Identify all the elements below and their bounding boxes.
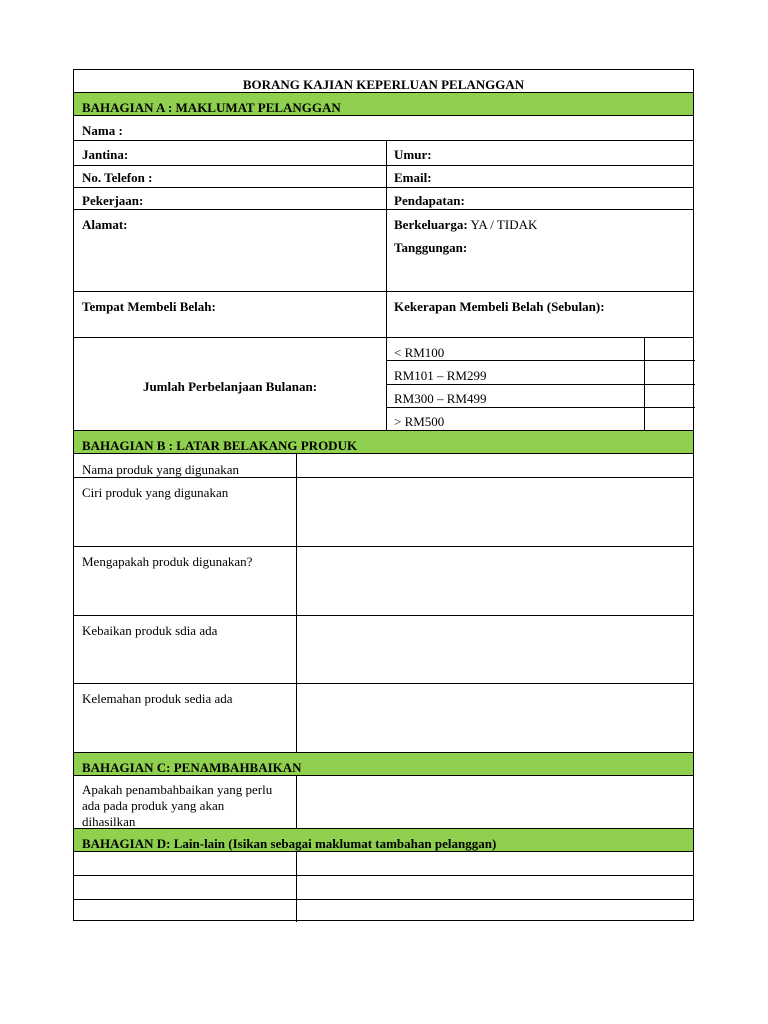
product-question: Nama produk yang digunakan — [82, 462, 240, 477]
improvement-answer[interactable] — [297, 776, 694, 828]
product-question: Mengapakah produk digunakan? — [82, 554, 253, 569]
range-checkbox[interactable] — [645, 408, 694, 430]
umur-field[interactable]: Umur: — [394, 147, 432, 162]
section-a-header: BAHAGIAN A : MAKLUMAT PELANGGAN — [82, 100, 341, 115]
section-d-header: BAHAGIAN D: Lain-lain (Isikan sebagai maklumat tambahan pelanggan) — [82, 836, 497, 851]
extra-info-cell[interactable] — [75, 900, 296, 921]
extra-info-cell[interactable] — [297, 876, 694, 899]
tempat-field[interactable]: Tempat Membeli Belah: — [82, 299, 216, 314]
berkeluarga-field[interactable] — [386, 214, 545, 232]
range-option: RM101 – RM299 — [394, 368, 487, 383]
range-checkbox[interactable] — [645, 385, 694, 407]
improvement-line: Apakah penambahbaikan yang perlu — [82, 782, 273, 797]
jumlah-label: Jumlah Perbelanjaan Bulanan: — [142, 379, 318, 394]
answer-field[interactable] — [297, 616, 694, 683]
answer-field[interactable] — [297, 454, 694, 477]
kekerapan-field[interactable]: Kekerapan Membeli Belah (Sebulan): — [394, 299, 605, 314]
email-field[interactable]: Email: — [394, 170, 432, 185]
answer-field[interactable] — [297, 478, 694, 546]
improvement-line: dihasilkan — [82, 814, 136, 829]
customer-needs-form — [73, 69, 694, 921]
alamat-field[interactable]: Alamat: — [82, 217, 128, 232]
range-option: > RM500 — [394, 414, 445, 429]
berkeluarga-label: Berkeluarga: — [394, 217, 468, 232]
berkeluarga-options[interactable]: YA / TIDAK — [470, 217, 538, 232]
range-checkbox[interactable] — [645, 338, 694, 360]
extra-info-cell[interactable] — [297, 852, 694, 875]
pekerjaan-field[interactable]: Pekerjaan: — [82, 193, 144, 208]
tanggungan-field[interactable]: Tanggungan: — [394, 240, 468, 255]
pendapatan-field[interactable]: Pendapatan: — [394, 193, 465, 208]
product-question: Ciri produk yang digunakan — [82, 485, 229, 500]
product-question: Kelemahan produk sedia ada — [82, 691, 233, 706]
extra-info-cell[interactable] — [75, 876, 296, 899]
improvement-question — [74, 779, 280, 830]
range-option: < RM100 — [394, 345, 445, 360]
section-b-header: BAHAGIAN B : LATAR BELAKANG PRODUK — [82, 438, 358, 453]
improvement-line: ada pada produk yang akan — [82, 798, 225, 813]
range-checkbox[interactable] — [645, 361, 694, 384]
jantina-field[interactable]: Jantina: — [82, 147, 129, 162]
nama-field[interactable]: Nama : — [82, 123, 123, 138]
range-option: RM300 – RM499 — [394, 391, 487, 406]
answer-field[interactable] — [297, 547, 694, 615]
telefon-field[interactable]: No. Telefon : — [82, 170, 153, 185]
answer-field[interactable] — [297, 684, 694, 752]
form-title: BORANG KAJIAN KEPERLUAN PELANGGAN — [242, 77, 525, 92]
product-question: Kebaikan produk sdia ada — [82, 623, 218, 638]
extra-info-cell[interactable] — [297, 900, 694, 921]
section-c-header: BAHAGIAN C: PENAMBAHBAIKAN — [82, 760, 302, 775]
extra-info-cell[interactable] — [75, 852, 296, 875]
